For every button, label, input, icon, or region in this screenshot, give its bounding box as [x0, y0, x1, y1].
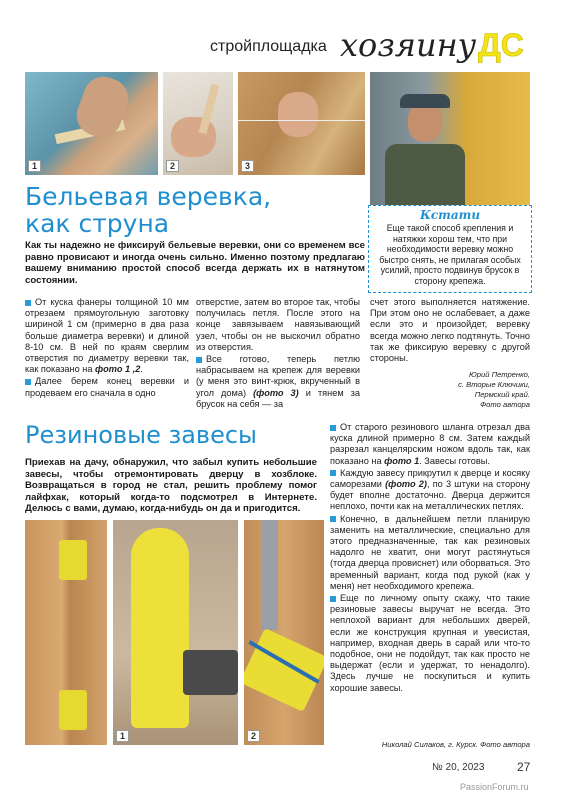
issue-number: № 20, 2023	[432, 762, 485, 773]
photo-2-loop	[163, 72, 233, 175]
bullet-icon	[330, 516, 336, 522]
bullet-icon	[330, 470, 336, 476]
article1-col2	[196, 297, 360, 411]
article2-lead: Приехав на дачу, обнаружил, что забыл купить небольшие завесы, чтобы отремонтировать дверцу в хозблоке. Возвращаться в город не стал, решить проблему помог лайфхак, который когда-то подсмотрел в Интернете. Делюсь с вами, думаю, когда-нибудь он да и пригодится.	[25, 457, 317, 515]
article1-title-line2: как струна	[25, 209, 170, 238]
bullet-icon	[330, 425, 336, 431]
article2-title: Резиновые завесы	[25, 421, 257, 449]
article1-col3	[370, 297, 530, 410]
header	[0, 26, 565, 70]
sidebar-title: Кстати	[419, 208, 481, 222]
photo-2-screwing	[244, 520, 324, 745]
paragraph: Все готово, теперь петлю набрасываем на крепеж для веревки (у меня это винт-крюк, вкрученный в угол дома) (фото 3) и тянем за брусок на себя — за	[196, 354, 360, 409]
photo-door-hinges	[25, 520, 107, 745]
photo-3-hook	[238, 72, 365, 175]
photo-number: 1	[116, 730, 129, 742]
bullet-icon	[196, 357, 202, 363]
signature-block: Юрий Петренко, с. Вторые Ключики, Пермский край. Фото автора	[458, 370, 530, 410]
photo-1-hose-cut	[113, 520, 238, 745]
logo: ДС	[478, 27, 524, 63]
photo-number: 2	[247, 730, 260, 742]
sidebar-text: Еще такой способ крепления и натяжки хорош тем, что при необходимости веревку можно быстро снять, не прилагая особых усилий, просто подвинув брусок в сторону крепежа.	[379, 223, 521, 286]
photo-number: 2	[166, 160, 179, 172]
photo-number: 1	[28, 160, 41, 172]
article2-signature: Николай Силаков, г. Курск. Фото автора	[381, 740, 530, 749]
magazine-name: хозяину	[340, 26, 477, 64]
article1-col1	[25, 297, 189, 400]
section-label: стройплощадка	[210, 38, 327, 55]
photo-number: 3	[241, 160, 254, 172]
article1-lead: Как ты надежно не фиксируй бельевые веревки, они со временем все равно провисают и иногда очень сильно. Именно поэтому предлагаю вашему вниманию простой способ всегда держать их в натянутом состоянии.	[25, 240, 365, 286]
watermark: PassionForum.ru	[460, 782, 529, 792]
bullet-icon	[330, 596, 336, 602]
paragraph: Еще по личному опыту скажу, что такие резиновые завесы выручат не всегда. Это неплохой вариант для небольших дверей, если же конструкция крупная и увесистая, например, входная дверь в сарай или что-то подобное, они не подойдут, так как просто не выдержат (если и удержат, то ненадолго). Здесь лучше не поскупиться и купить хорошие завесы.	[330, 593, 530, 693]
photo-1-plank	[25, 72, 158, 175]
bullet-icon	[25, 379, 31, 385]
sidebar-box	[368, 205, 532, 293]
paragraph: Конечно, в дальнейшем петли планирую заменить на металлические, специально для этого предназначенные, так как резиновых надолго не хватит, они могут растянуться (тогда дверца провиснет) или оборваться. Это временный вариант, когда под рукой (как у меня) нет необходимого крепежа.	[330, 513, 530, 591]
article1-title-line1: Бельевая веревка,	[25, 182, 272, 211]
article2-col	[330, 422, 530, 695]
paragraph: От куска фанеры толщиной 10 мм отрезаем прямоугольную заготовку шириной 1 см (примерно в два раза больше диаметра веревки) и длиной 8-10 см. В ней по краям сверлим отверстия по диаметру веревки так, как показано на фото 1 ,2.	[25, 297, 189, 375]
paragraph: отверстие, затем во второе так, чтобы получилась петля. После этого на конце завязываем навязывающий узел, чтобы он не выскочил обратно из отверстия.	[196, 297, 360, 352]
bullet-icon	[25, 300, 31, 306]
page-number: 27	[517, 760, 531, 774]
paragraph: От старого резинового шланга отрезал два куска длиной примерно 8 см. Затем каждый разрезал канцелярским ножом вдоль так, как показано на фото 1. Завесы готовы.	[330, 422, 530, 466]
paragraph: Каждую завесу прикрутил к дверце и косяку саморезами (фото 2), по 3 штуки на сторону будет вполне достаточно. Дверца держится неплохо, почти как на металлических петлях.	[330, 467, 530, 512]
paragraph: Далее берем конец веревки и продеваем его сначала в одно	[25, 376, 189, 398]
paragraph: счет этого выполняется натяжение. При этом оно не ослабевает, а даже если это и произойдет, веревку всегда можно легко подтянуть. Точно так же фиксирую веревку с другой стороны.	[370, 297, 530, 364]
photo-author-portrait	[370, 72, 530, 205]
